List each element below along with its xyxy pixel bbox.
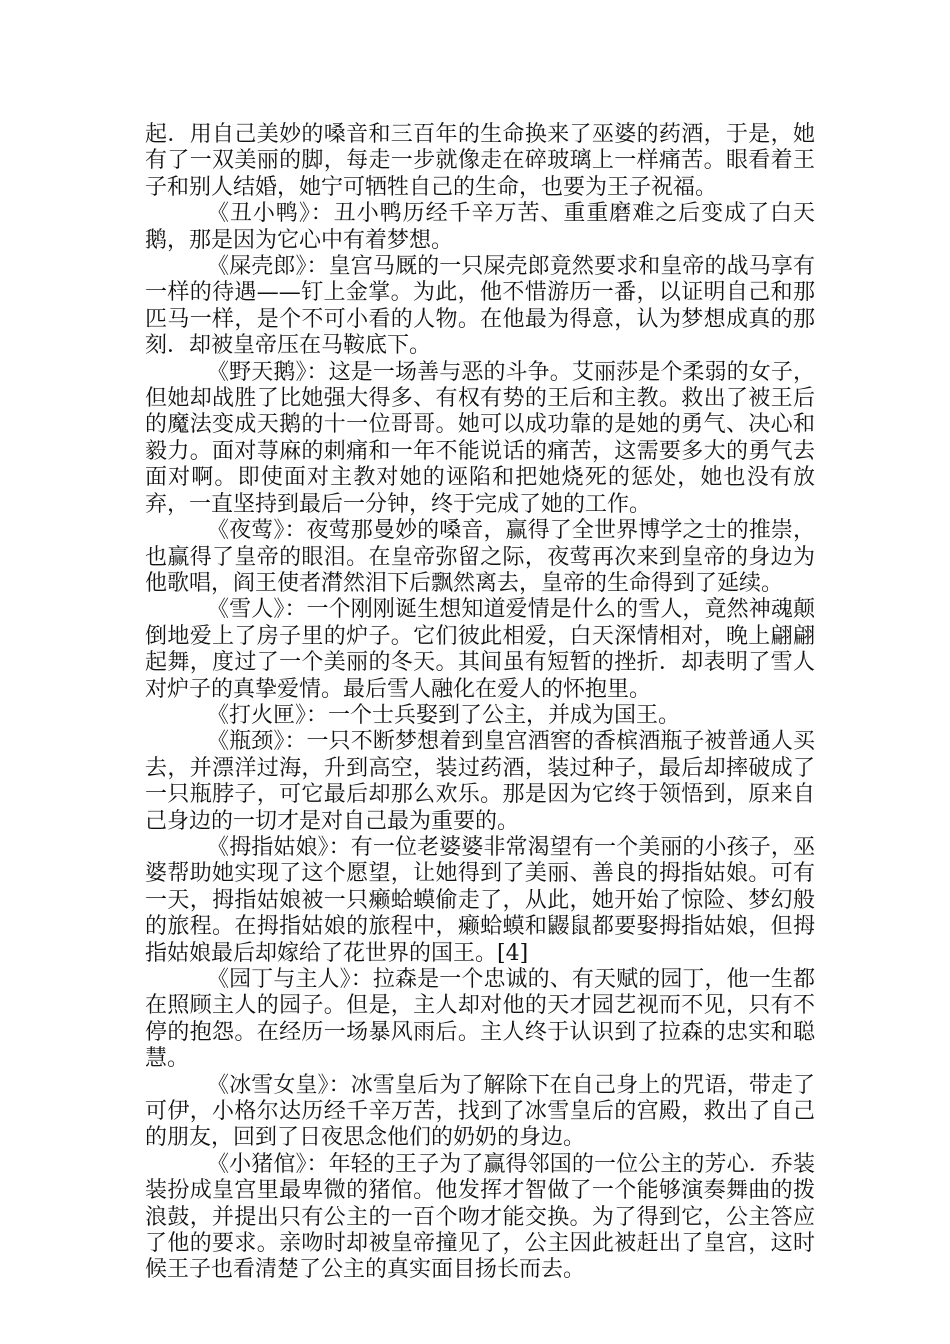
paragraph-snowman: 《雪人》：一个刚刚诞生想知道爱情是什么的雪人，竟然神魂颠倒地爱上了房子里的炉子。它们彼此相爱，白天深情相对，晚上翩翩起舞，度过了一个美丽的冬天。其间虽有短暂的挫折．却表明了雪人对炉子的真挚爱情。最后雪人融化在爱人的怀抱里。: [145, 597, 815, 702]
paragraph-tinderbox: 《打火匣》：一个士兵娶到了公主，并成为国王。: [207, 702, 681, 728]
paragraph-wild-swans: 《野天鹅》：这是一场善与恶的斗争。艾丽莎是个柔弱的女子，但她却战胜了比她强大得多、有权有势的王后和主教。救出了被王后的魔法变成天鹅的十一位哥哥。她可以成功靠的是她的勇气、决心和毅力。面对荨麻的刺痛和一年不能说话的痛苦，这需要多大的勇气去面对啊。即使面对主教对她的诬陷和把她烧死的惩处，她也没有放弃，一直坚持到最后一分钟，终于完成了她的工作。: [145, 359, 815, 517]
paragraph-nightingale: 《夜莺》：夜莺那曼妙的嗓音，赢得了全世界博学之士的推崇，也赢得了皇帝的眼泪。在皇帝弥留之际，夜莺再次来到皇帝的身边为他歌唱，阎王使者潸然泪下后飘然离去，皇帝的生命得到了延续。: [145, 518, 815, 596]
paragraph-gardener: 《园丁与主人》：拉森是一个忠诚的、有天赋的园丁，他一生都在照顾主人的园子。但是，主人却对他的天才园艺视而不见，只有不停的抱怨。在经历一场暴风雨后。主人终于认识到了拉森的忠实和聪慧。: [145, 967, 815, 1072]
document-body: [145, 122, 815, 1284]
paragraph-continuation: 起．用自己美妙的嗓音和三百年的生命换来了巫婆的药酒，于是，她有了一双美丽的脚，每走一步就像走在碎玻璃上一样痛苦。眼看着王子和别人结婚，她宁可牺牲自己的生命，也要为王子祝福。: [145, 122, 815, 200]
paragraph-snow-queen: 《冰雪女皇》：冰雪皇后为了解除下在自己身上的咒语，带走了可伊，小格尔达历经千辛万苦，找到了冰雪皇后的宫殿，救出了自己的朋友，回到了日夜思念他们的奶奶的身边。: [145, 1072, 815, 1151]
paragraph-swineherd: 《小猪倌》：年轻的王子为了赢得邻国的一位公主的芳心．乔装装扮成皇宫里最卑微的猪倌。他发挥才智做了一个能够演奏舞曲的拨浪鼓，并提出只有公主的一百个吻才能交换。为了得到它，公主答应了他的要求。亲吻时却被皇帝撞见了，公主因此被赶出了皇宫，这时候王子也看清楚了公主的真实面目扬长而去。: [145, 1151, 815, 1283]
paragraph-bottle-neck: 《瓶颈》：一只不断梦想着到皇宫酒窖的香槟酒瓶子被普通人买去，并漂洋过海，升到高空，装过药酒，装过种子，最后却摔破成了一只瓶脖子，可它最后却那么欢乐。那是因为它终于领悟到，原来自己身边的一切才是对自己最为重要的。: [145, 729, 815, 834]
paragraph-thumbelina: 《拇指姑娘》：有一位老婆婆非常渴望有一个美丽的小孩子，巫婆帮助她实现了这个愿望，让她得到了美丽、善良的拇指姑娘。可有一天，拇指姑娘被一只癞蛤蟆偷走了，从此，她开始了惊险、梦幻般的旅程。在拇指姑娘的旅程中，癞蛤蟆和鼹鼠都要娶拇指姑娘，但拇指姑娘最后却嫁给了花世界的国王。[4]: [145, 834, 815, 966]
paragraph-dung-beetle: 《屎壳郎》：皇宫马厩的一只屎壳郎竟然要求和皇帝的战马享有一样的待遇——钉上金掌。为此，他不惜游历一番，以证明自己和那匹马一样，是个不可小看的人物。在他最为得意，认为梦想成真的那刻．却被皇帝压在马鞍底下。: [145, 254, 815, 359]
paragraph-ugly-duckling: 《丑小鸭》：丑小鸭历经千辛万苦、重重磨难之后变成了白天鹅，那是因为它心中有着梦想。: [145, 201, 815, 253]
